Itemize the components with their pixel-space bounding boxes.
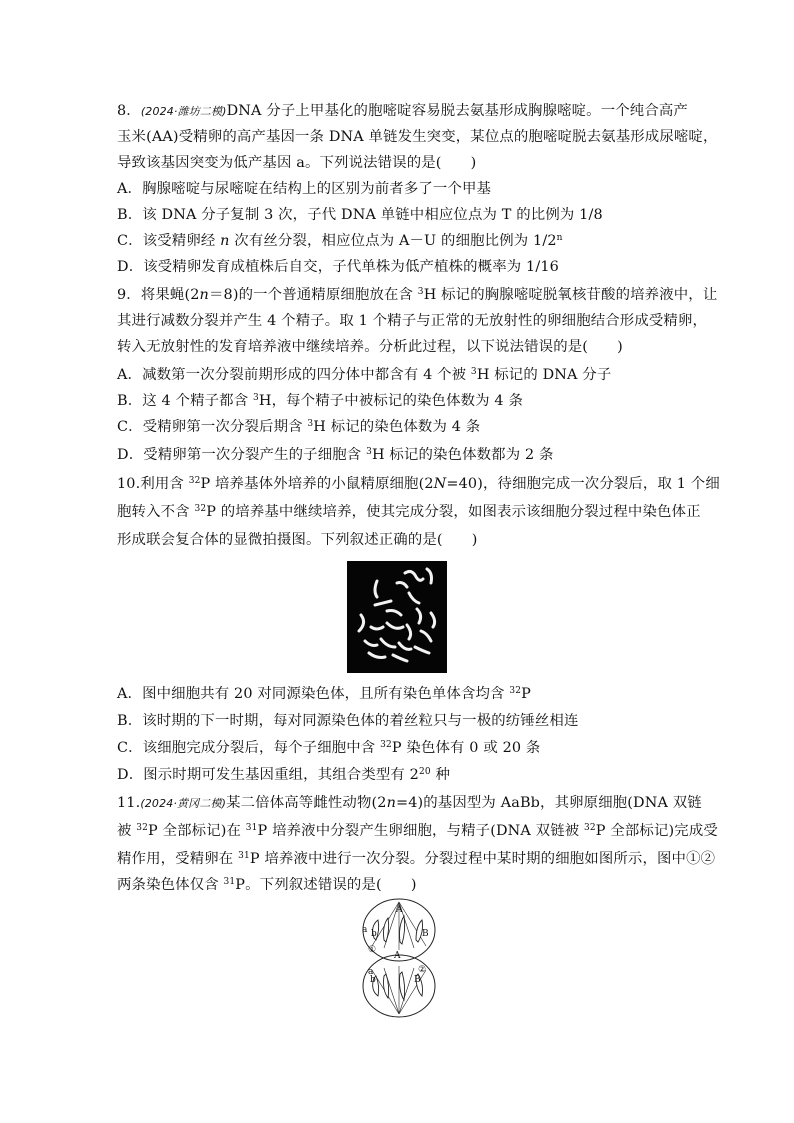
q9-option-c xyxy=(117,418,687,436)
micrograph-image xyxy=(347,561,447,673)
italic-n: n xyxy=(199,287,209,303)
label-gene-B: B xyxy=(422,929,429,939)
italic-n: N xyxy=(433,476,447,492)
superscript: 32 xyxy=(584,823,596,833)
text: =40)，待细胞完成一次分裂后，取 1 个细 xyxy=(446,476,720,492)
text: 种 xyxy=(430,767,451,783)
chromosome xyxy=(417,609,421,623)
q9-option-d xyxy=(117,446,687,464)
superscript: 31 xyxy=(238,851,250,861)
superscript: 3 xyxy=(253,393,259,403)
cell-division-diagram xyxy=(354,896,444,1020)
text: ＝8)的一个普通精原细胞放在含 xyxy=(208,287,418,303)
q8-line-3: 导致该基因突变为低产基因 a。下列说法错误的是( ) xyxy=(117,155,477,171)
chromosome xyxy=(407,625,411,639)
text: 两条染色体仅含 xyxy=(117,877,224,893)
text: 胞转入不含 xyxy=(117,504,195,520)
text: C．受精卵第一次分裂后期含 xyxy=(117,419,308,435)
label-chromosome-2: ② xyxy=(418,965,427,975)
text: 9．将果蝇(2 xyxy=(117,287,200,303)
superscript: 32 xyxy=(380,740,392,750)
label-gene-a: a xyxy=(362,925,368,935)
text: =4)的基因型为 AaBb，其卵原细胞(DNA 双链 xyxy=(395,795,702,811)
superscript: 32 xyxy=(188,476,201,486)
text: 10.利用含 xyxy=(117,476,189,492)
chromosome xyxy=(415,647,429,653)
q8-source: (2024·潍坊二模) xyxy=(140,105,227,118)
text: P 染色体有 0 或 20 条 xyxy=(391,740,541,756)
q10-line-1 xyxy=(117,475,720,493)
q10-option-a xyxy=(117,685,687,703)
label-gene-B-lower: B xyxy=(414,975,421,985)
q11-line-2 xyxy=(117,822,718,840)
q9-line-2: 其进行减数分裂并产生 4 个精子。取 1 个精子与正常的无放射性的卵细胞结合形成受精卵， xyxy=(117,313,708,329)
label-gene-A-top: A xyxy=(396,905,403,915)
chromosome xyxy=(375,581,377,597)
superscript: 3 xyxy=(470,367,477,377)
chromosome xyxy=(387,623,403,628)
q10-option-d xyxy=(117,766,687,784)
italic-n: n xyxy=(386,795,396,811)
text: H 标记的 DNA 分子 xyxy=(476,367,612,383)
chromosome xyxy=(409,593,419,603)
chromosome xyxy=(375,601,391,605)
text: H 标记的染色体数都为 2 条 xyxy=(371,447,554,463)
text: C．该受精卵经 xyxy=(117,233,221,249)
chromosome xyxy=(369,653,385,658)
chromosome xyxy=(365,641,377,646)
cell-diagram-svg xyxy=(354,896,444,1020)
chromosome-micrograph xyxy=(347,561,447,673)
text: P 全部标记)完成受 xyxy=(595,823,718,839)
text: B．这 4 个精子都含 xyxy=(117,393,253,409)
q10-option-b: B．该时期的下一时期，每对同源染色体的着丝粒只与一极的纺锤丝相连 xyxy=(117,713,579,729)
text: A．图中细胞共有 20 对同源染色体，且所有染色单体含均含 xyxy=(117,686,510,702)
q9-option-b xyxy=(117,392,687,410)
text: H 标记的胸腺嘧啶脱氧核苷酸的培养液中，让 xyxy=(423,287,718,303)
text: 精作用，受精卵在 xyxy=(117,851,239,867)
text: P。下列叙述错误的是( ) xyxy=(235,877,417,893)
q10-option-c xyxy=(117,739,687,757)
chromosome xyxy=(405,571,423,580)
text: P 培养液中分裂产生卵细胞，与精子(DNA 双链被 xyxy=(257,823,585,839)
q11-number: 11. xyxy=(117,795,141,811)
q8-stem-text: DNA 分子上甲基化的胞嘧啶容易脱去氨基形成胸腺嘧啶。一个纯合高产 xyxy=(226,103,688,119)
label-gene-A-mid: A xyxy=(394,951,401,961)
q8-line-1 xyxy=(117,102,687,121)
text: D．受精卵第一次分裂产生的子细胞含 xyxy=(117,447,367,463)
superscript: 32 xyxy=(194,504,207,514)
text: P xyxy=(521,686,531,702)
q9-line-1 xyxy=(117,286,718,304)
chromosome xyxy=(371,627,383,629)
label-gene-b-lower: b xyxy=(370,975,376,985)
q11-line-3 xyxy=(117,850,716,868)
q8-number: 8． xyxy=(117,103,141,119)
text: C．该细胞完成分裂后，每个子细胞中含 xyxy=(117,740,381,756)
label-gene-b: b xyxy=(371,929,377,939)
q8-option-a: A．胸腺嘧啶与尿嘧啶在结构上的区别为前者多了一个甲基 xyxy=(117,181,492,197)
text: 某二倍体高等雌性动物(2 xyxy=(226,795,387,811)
chromosome xyxy=(381,639,395,647)
superscript: 31 xyxy=(245,823,258,833)
chromosome xyxy=(399,643,411,649)
q10-line-2 xyxy=(117,503,701,521)
chromosome xyxy=(387,611,401,616)
superscript: 32 xyxy=(136,823,149,833)
q8-option-d: D．该受精卵发育成植株后自交，子代单株为低产植株的概率为 1/16 xyxy=(117,259,559,275)
q10-line-3: 形成联会复合体的显微拍摄图。下列叙述正确的是( ) xyxy=(117,532,478,548)
text: H，每个精子中被标记的染色体数为 4 条 xyxy=(258,393,523,409)
text: P 培养液中进行一次分裂。分裂过程中某时期的细胞如图所示，图中①② xyxy=(249,851,716,867)
q9-line-3: 转入无放射性的发育培养液中继续培养。分析此过程，以下说法错误的是( ) xyxy=(117,339,623,355)
chromosome xyxy=(397,583,407,588)
q8-line-2: 玉米(AA)受精卵的高产基因一条 DNA 单链发生突变，某位点的胞嘧啶脱去氨基形成尿嘧啶， xyxy=(117,129,718,145)
chromosome xyxy=(431,613,435,627)
superscript: 3 xyxy=(417,287,424,297)
chromosome xyxy=(421,631,431,641)
superscript: 32 xyxy=(509,686,522,696)
text: 被 xyxy=(117,823,137,839)
chromosome xyxy=(427,569,432,583)
q11-line-4 xyxy=(117,876,687,894)
italic-n: n xyxy=(220,233,230,249)
label-gene-a-lower: a xyxy=(368,967,374,977)
superscript: 20 xyxy=(419,767,431,777)
text: P 的培养基中继续培养，使其完成分裂，如图表示该细胞分裂过程中染色体正 xyxy=(206,504,701,520)
q11-line-1 xyxy=(117,794,702,813)
label-chromosome-1: ① xyxy=(368,945,377,955)
superscript: n xyxy=(556,233,563,243)
text: 次有丝分裂，相应位点为 A－U 的细胞比例为 1/2 xyxy=(229,233,557,249)
q11-source: (2024·黄冈二模) xyxy=(140,797,227,810)
q9-option-a xyxy=(117,366,687,384)
chromosome xyxy=(359,615,364,631)
q8-option-b: B．该 DNA 分子复制 3 次，子代 DNA 单链中相应位点为 T 的比例为 1/8 xyxy=(117,207,603,223)
text: P 培养基体外培养的小鼠精原细胞(2 xyxy=(200,476,434,492)
superscript: 3 xyxy=(366,447,372,457)
text: P 全部标记)在 xyxy=(148,823,246,839)
superscript: 31 xyxy=(223,877,236,887)
superscript: 3 xyxy=(307,419,314,429)
chromosome xyxy=(393,655,407,661)
text: D．图示时期可发生基因重组，其组合类型有 2 xyxy=(117,767,419,783)
text: A．减数第一次分裂前期形成的四分体中都含有 4 个被 xyxy=(117,367,471,383)
q8-option-c xyxy=(117,232,687,250)
text: H 标记的染色体数为 4 条 xyxy=(313,419,481,435)
